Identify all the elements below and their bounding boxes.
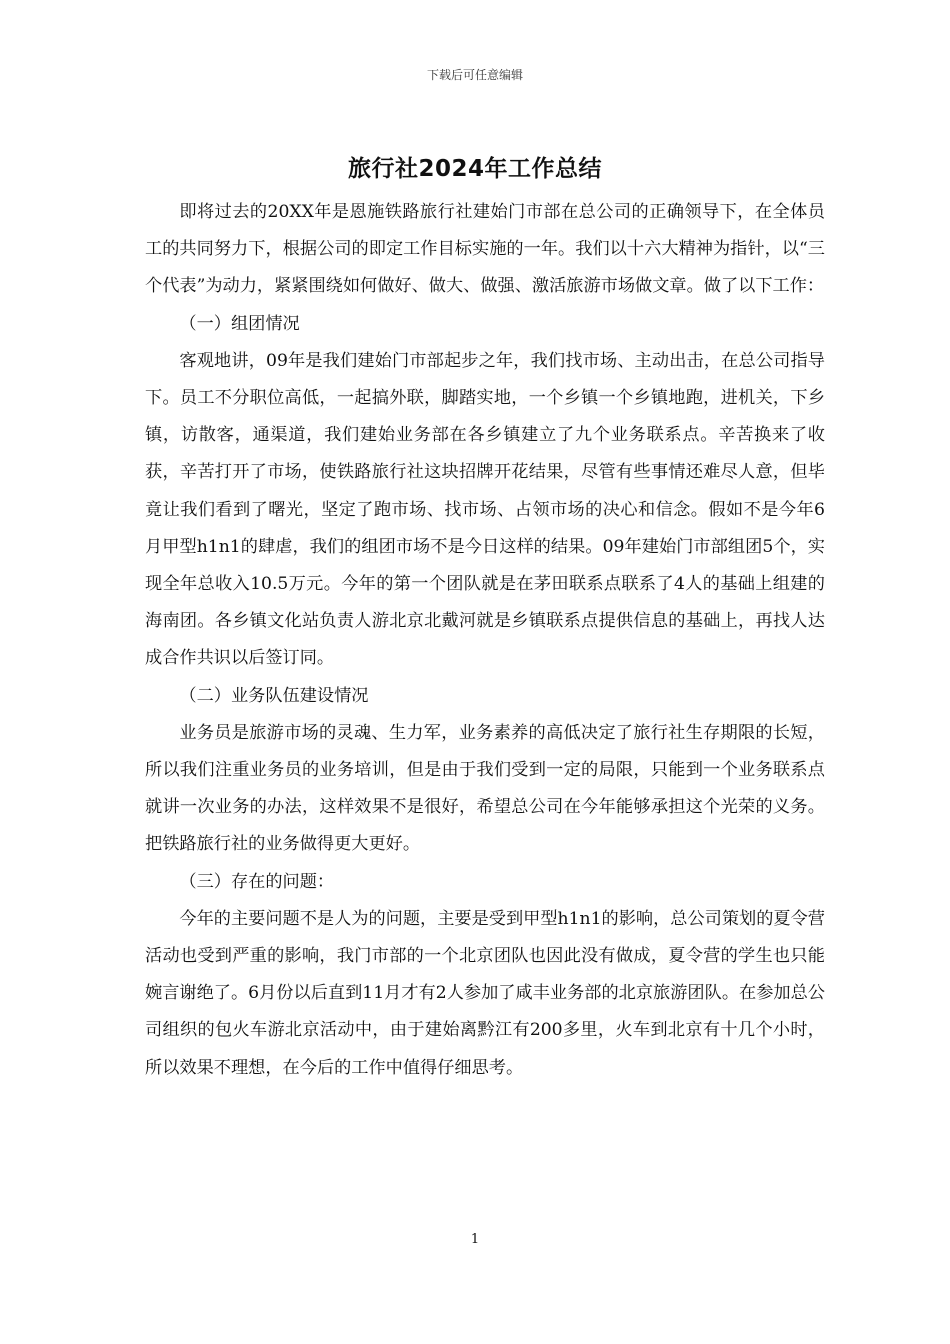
problems-paragraph: 今年的主要问题不是人为的问题，主要是受到甲型h1n1的影响，总公司策划的夏令营活动也受到严重的影响，我门市部的一个北京团队也因此没有做成，夏令营的学生也只能婉言谢绝了。6月份以后直到11月才有2人参加了咸丰业务部的北京旅游团队。在参加总公司组织的包火车游北京活动中，由于建始离黔江有200多里，火车到北京有十几个小时，所以效果不理想，在今后的工作中值得仔细思考。 (145, 908, 825, 1078)
document-title: 旅行社2024年工作总结 (347, 156, 602, 182)
tour-groups-paragraph: 客观地讲，09年是我们建始门市部起步之年，我们找市场、主动出击，在总公司指导下。员工不分职位高低，一起搞外联，脚踏实地，一个乡镇一个乡镇地跑，进机关，下乡镇，访散客，通渠道，我们建始业务部在各乡镇建立了九个业务联系点。辛苦换来了收获，辛苦打开了市场，使铁路旅行社这块招牌开花结果，尽管有些事情还难尽人意，但毕竟让我们看到了曙光，坚定了跑市场、找市场、占领市场的决心和信念。假如不是今年6月甲型h1n1的肆虐，我们的组团市场不是今日这样的结果。09年建始门市部组团5个，实现全年总收入10.5万元。今年的第一个团队就是在茅田联系点联系了4人的基础上组建的海南团。各乡镇文化站负责人游北京北戴河就是乡镇联系点提供信息的基础上，再找人达成合作共识以后签订同。 (145, 350, 825, 669)
page-number: 1 (470, 1232, 480, 1247)
document-body (145, 194, 825, 1087)
team-building-paragraph: 业务员是旅游市场的灵魂、生力军，业务素养的高低决定了旅行社生存期限的长短，所以我们注重业务员的业务培训，但是由于我们受到一定的局限，只能到一个业务联系点就讲一次业务的办法，这样效果不是很好，希望总公司在今年能够承担这个光荣的义务。把铁路旅行社的业务做得更大更好。 (145, 722, 825, 855)
intro-paragraph: 即将过去的20XX年是恩施铁路旅行社建始门市部在总公司的正确领导下，在全体员工的共同努力下，根据公司的即定工作目标实施的一年。我们以十六大精神为指针，以“三个代表”为动力，紧紧围绕如何做好、做大、做强、激活旅游市场做文章。做了以下工作： (145, 202, 825, 297)
header-note: 下载后可任意编辑 (426, 68, 523, 82)
section-heading-problems: （三）存在的问题： (179, 871, 335, 892)
section-heading-team-building: （二）业务队伍建设情况 (179, 685, 369, 706)
section-heading-tour-groups: （一）组团情况 (179, 313, 300, 334)
